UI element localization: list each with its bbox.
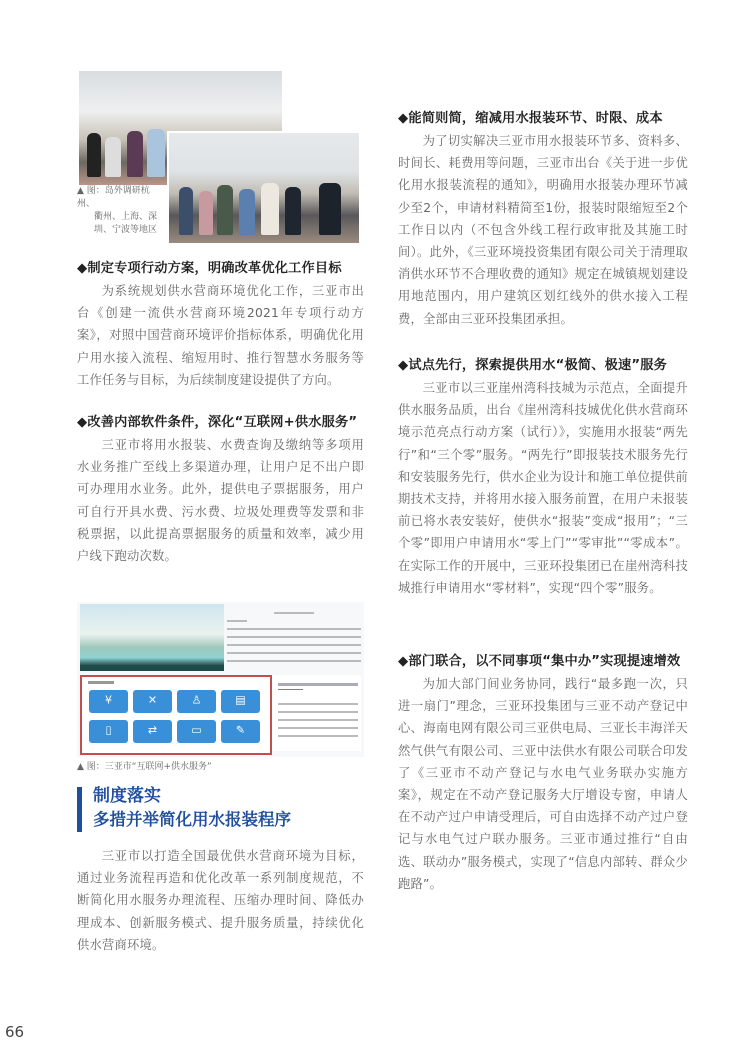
notice-line bbox=[278, 735, 358, 737]
section-simplify bbox=[398, 108, 688, 330]
section-body: 为加大部门间业务协同，践行“最多跑一次，只进一扇门”理念，三亚环投集团与三亚不动产登记中心、海南电网有限公司三亚供电局、三亚长丰海洋天然气供气有限公司、三亚中法供水有限公司联合印发了《三亚市不动产登记与水电气业务联办实施方案》，规定在不动产登记服务大厅增设专窗，申请人在不动产过户申请受理后，可自由选择不动产过户登记与水电气过户联办服务。三亚市通过推行“自由选、联动办”服务模式，实现了“信息内部转、群众少跑路”。 bbox=[398, 677, 688, 891]
section-body: 三亚市以三亚崖州湾科技城为示范点，全面提升供水服务品质，出台《崖州湾科技城优化供水营商环境示范亮点行动方案（试行）》，实施用水报装“两先行”和“三个零”服务。“两先行”即报装技术服务先行和安装服务先行，供水企业为设计和施工单位提供前期技术支持，并将用水接入服务前置，在用户未报装前已将水表安装好，使供水“报装”变成“报用”；“三个零”即用户申请用水“零上门”“零审批”“零成本”。在实际工作的开展中，三亚环投集团已在崖州湾科技城推行申请用水“零材料”，实现“四个零”服务。 bbox=[398, 381, 688, 595]
document-icon: ▤ bbox=[235, 693, 246, 707]
notice-line bbox=[278, 727, 358, 729]
photo-figure bbox=[87, 133, 101, 177]
photo-figure bbox=[239, 189, 255, 235]
section-heading: ◆能简则简，缩减用水报装环节、时限、成本 bbox=[398, 111, 663, 126]
online-service-panel bbox=[80, 675, 272, 755]
photo-caption-line: ▲ 图：岛外调研杭州、 bbox=[77, 186, 150, 209]
website-caption: ▲ 图：三亚市“互联网+供水服务” bbox=[77, 762, 212, 772]
page-number: 66 bbox=[5, 1023, 25, 1041]
news-line bbox=[274, 612, 314, 614]
section-body: 三亚市以打造全国最优供水营商环境为目标，通过业务流程再造和优化改革一系列制度规范，不断简化用水服务办理流程、压缩办理时间、降低办理成本、创新服务模式、提升服务质量，持续优化供水营商环境。 bbox=[77, 849, 364, 952]
section-joint bbox=[398, 651, 688, 895]
section-action-plan bbox=[77, 258, 364, 391]
section-intro bbox=[77, 845, 364, 956]
section-body: 三亚市将用水报装、水费查询及缴纳等多项用水业务推广至线上多渠道办理，让用户足不出户即可办理用水业务。此外，提供电子票据服务，用户可自行开具水费、污水费、垃圾处理费等发票和非税票据，以此提高票据服务的质量和效率，减少用户线下跑动次数。 bbox=[77, 438, 364, 564]
tools-icon: ✕ bbox=[147, 693, 158, 707]
notice-panel bbox=[272, 675, 361, 751]
news-line bbox=[227, 652, 361, 654]
service-tile bbox=[221, 690, 260, 713]
news-line bbox=[227, 628, 361, 630]
website-news-list bbox=[227, 606, 361, 668]
section-body: 为了切实解决三亚市用水报装环节多、资料多、时间长、耗费用等问题，三亚市出台《关于进一步优化用水报装流程的通知》，明确用水报装办理环节减少至2个，申请材料精简至1份，报装时限缩短至2个工作日以内（不包含外线工程行政审批及其施工时间）。此外，《三亚环境投资集团有限公司关于清理取消供水环节不合理收费的通知》规定在城镇规划建设用地范围内，用户建筑区划红线外的供水接入工程费，全部由三亚环投集团承担。 bbox=[398, 134, 688, 326]
photo-caption-line: 衢州、上海、深 bbox=[94, 212, 158, 222]
section-body: 为系统规划供水营商环境优化工作，三亚市出台《创建一流供水营商环境2021年专项行动方案》，对照中国营商环境评价指标体系，明确优化用户用水接入流程、缩短用时、推行智慧水务服务等工作任务与目标，为后续制度建设提供了方向。 bbox=[77, 284, 364, 387]
notice-tabs bbox=[278, 683, 358, 686]
person-icon: ♙ bbox=[191, 693, 202, 707]
website-banner-image bbox=[80, 604, 224, 671]
section-accent-bar bbox=[77, 787, 82, 832]
section-heading: ◆部门联合，以不同事项“集中办”实现提速增效 bbox=[398, 654, 681, 669]
section-heading: ◆改善内部软件条件，深化“互联网+供水服务” bbox=[77, 415, 358, 430]
service-tile bbox=[177, 720, 216, 743]
photo-figure bbox=[179, 187, 193, 235]
form-icon: ▯ bbox=[105, 723, 112, 737]
service-tile bbox=[89, 720, 128, 743]
photo-figure bbox=[105, 137, 121, 177]
website-screenshot bbox=[77, 602, 364, 757]
photo-caption bbox=[77, 185, 167, 237]
news-line bbox=[227, 660, 361, 662]
service-tile bbox=[221, 720, 260, 743]
service-tile bbox=[177, 690, 216, 713]
section-internet-water bbox=[77, 412, 364, 567]
photo-caption-line: 圳、宁波等地区 bbox=[94, 225, 158, 235]
news-line bbox=[227, 644, 361, 646]
section-title: 制度落实 bbox=[93, 786, 161, 806]
section-heading: ◆试点先行，探索提供用水“极简、极速”服务 bbox=[398, 358, 668, 373]
photo-figure bbox=[261, 183, 279, 235]
photo-figure bbox=[127, 131, 143, 177]
service-tile bbox=[89, 690, 128, 713]
service-tile bbox=[133, 720, 172, 743]
news-line bbox=[227, 636, 361, 638]
notice-line bbox=[278, 719, 358, 721]
news-line bbox=[227, 620, 247, 622]
notice-line bbox=[278, 703, 358, 705]
photo-figure bbox=[319, 183, 341, 235]
edit-icon: ✎ bbox=[235, 723, 246, 737]
panel-title-line bbox=[88, 681, 114, 684]
photo-visit-service-center bbox=[167, 131, 361, 245]
card-icon: ▭ bbox=[191, 723, 202, 737]
service-tile bbox=[133, 690, 172, 713]
section-subtitle: 多措并举简化用水报装程序 bbox=[93, 810, 291, 829]
notice-tab-underline bbox=[278, 689, 303, 690]
photo-figure bbox=[199, 191, 213, 235]
photo-figure bbox=[217, 185, 233, 235]
notice-line bbox=[278, 711, 358, 713]
transfer-icon: ⇄ bbox=[147, 723, 158, 737]
section-heading: ◆制定专项行动方案，明确改革优化工作目标 bbox=[77, 261, 342, 276]
photo-figure bbox=[147, 129, 165, 177]
photo-figure bbox=[285, 187, 301, 235]
yuan-icon: ¥ bbox=[105, 693, 112, 707]
section-pilot bbox=[398, 355, 688, 599]
